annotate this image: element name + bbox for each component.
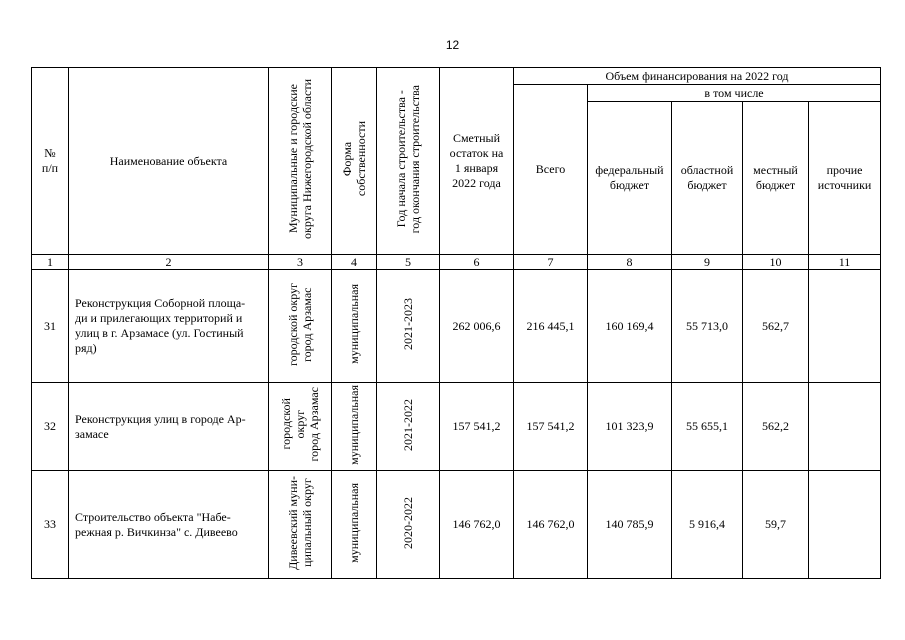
header-total: Всего — [514, 85, 588, 255]
row-no: 32 — [32, 383, 69, 471]
column-number: 6 — [440, 255, 514, 270]
row-years: 2021-2022 — [377, 383, 440, 471]
table-row — [32, 270, 881, 383]
row-federal: 101 323,9 — [588, 383, 672, 471]
row-other — [809, 270, 881, 383]
column-number: 10 — [743, 255, 809, 270]
row-years: 2020-2022 — [377, 471, 440, 579]
column-numbers-row — [32, 255, 881, 270]
header-regional: областной бюджет — [672, 102, 743, 255]
row-municipality: Дивеевский муни- ципальный округ — [269, 471, 332, 579]
row-municipality: городской округ город Арзамас — [269, 270, 332, 383]
row-local: 59,7 — [743, 471, 809, 579]
header-municipality: Муниципальные и городские округа Нижегородской области — [269, 68, 332, 255]
header-local: местный бюджет — [743, 102, 809, 255]
row-total: 146 762,0 — [514, 471, 588, 579]
row-years: 2021-2023 — [377, 270, 440, 383]
row-total: 157 541,2 — [514, 383, 588, 471]
column-number: 3 — [269, 255, 332, 270]
row-remainder: 146 762,0 — [440, 471, 514, 579]
header-name: Наименование объекта — [69, 68, 269, 255]
row-ownership: муниципальная — [332, 270, 377, 383]
column-number: 11 — [809, 255, 881, 270]
header-ownership: Форма собственности — [332, 68, 377, 255]
column-number: 2 — [69, 255, 269, 270]
table-row — [32, 471, 881, 579]
row-no: 33 — [32, 471, 69, 579]
row-other — [809, 383, 881, 471]
column-number: 5 — [377, 255, 440, 270]
column-number: 8 — [588, 255, 672, 270]
row-ownership: муниципальная — [332, 383, 377, 471]
row-regional: 5 916,4 — [672, 471, 743, 579]
header-funding: Объем финансирования на 2022 год — [514, 68, 881, 85]
column-number: 1 — [32, 255, 69, 270]
row-local: 562,7 — [743, 270, 809, 383]
row-no: 31 — [32, 270, 69, 383]
row-regional: 55 655,1 — [672, 383, 743, 471]
header-federal: федеральный бюджет — [588, 102, 672, 255]
column-number: 4 — [332, 255, 377, 270]
row-name: Строительство объекта "Набе- режная р. Вичкинза" с. Дивеево — [69, 471, 269, 579]
table-row — [32, 383, 881, 471]
column-number: 7 — [514, 255, 588, 270]
row-total: 216 445,1 — [514, 270, 588, 383]
row-remainder: 262 006,6 — [440, 270, 514, 383]
row-name: Реконструкция Соборной площа- ди и прилегающих территорий и улиц в г. Арзамасе (ул. Гостиный ряд) — [69, 270, 269, 383]
row-regional: 55 713,0 — [672, 270, 743, 383]
row-federal: 160 169,4 — [588, 270, 672, 383]
row-municipality: городской округ город Арзамас — [269, 383, 332, 471]
header-remainder: Сметный остаток на 1 января 2022 года — [440, 68, 514, 255]
header-including: в том числе — [588, 85, 881, 102]
row-local: 562,2 — [743, 383, 809, 471]
financing-table — [31, 67, 881, 579]
row-name: Реконструкция улиц в городе Ар- замасе — [69, 383, 269, 471]
page-number: 12 — [445, 38, 460, 52]
header-years: Год начала строительства - год окончания строительства — [377, 68, 440, 255]
column-number: 9 — [672, 255, 743, 270]
header-no: № п/п — [32, 68, 69, 255]
row-other — [809, 471, 881, 579]
row-ownership: муниципальная — [332, 471, 377, 579]
row-federal: 140 785,9 — [588, 471, 672, 579]
header-other: прочие источники — [809, 102, 881, 255]
row-remainder: 157 541,2 — [440, 383, 514, 471]
